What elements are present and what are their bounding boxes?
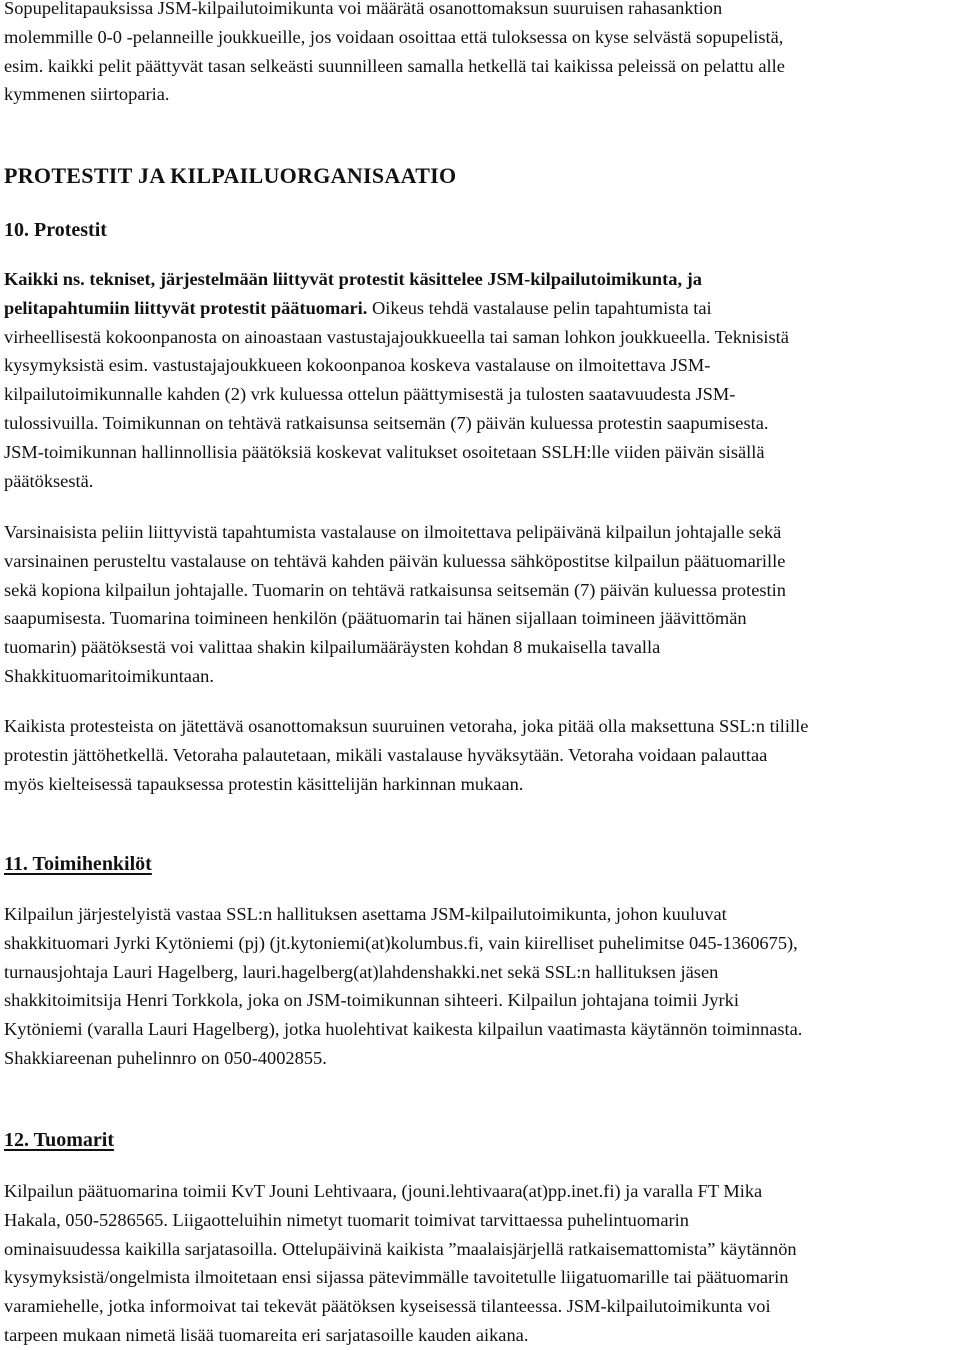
text-line: Varsinaisista peliin liittyvistä tapahtumista vastalause on ilmoitettava pelipäivänä kilpailun johtajalle sekä	[4, 522, 782, 542]
text-line: Kaikki ns. tekniset, järjestelmään liittyvät protestit käsittelee JSM-kilpailutoimikunta, ja	[4, 269, 702, 289]
bold-text: pelitapahtumiin liittyvät protestit päätuomari.	[4, 297, 368, 318]
text-line	[4, 294, 956, 323]
text-line: Hakala, 050-5286565. Liigaotteluihin nimetyt tuomarit toimivat tarvittaessa puhelintuomarin	[4, 1209, 689, 1230]
text-line: saapumisesta. Tuomarina toimineen henkilön (päätuomarin tai hänen sijallaan toimineen jäävittömän	[4, 608, 747, 629]
text-line: tulossivuilla. Toimikunnan on tehtävä ratkaisunsa seitsemän (7) päivän kuluessa protestin saapumisesta.	[4, 412, 769, 433]
text-line: myös kielteisessä tapauksessa protestin käsittelijän harkinnan mukaan.	[4, 773, 524, 794]
text-line: tuomarin) päätöksestä voi valittaa shakin kilpailumääräysten kohdan 8 mukaisella tavalla	[4, 637, 661, 658]
text-line: päätöksestä.	[4, 470, 94, 491]
text-line: varsinainen perusteltu vastalause on tehtävä kahden päivän kuluessa sähköpostitse kilpailun päätuomarille	[4, 550, 786, 571]
text-line: Sopupelitapauksissa JSM-kilpailutoimikunta voi määrätä osanottomaksun suuruisen rahasanktion	[4, 0, 723, 18]
subheading-12-tuomarit: 12. Tuomarit	[4, 1129, 115, 1151]
intro-paragraph	[4, 0, 956, 109]
text-line: JSM-toimikunnan hallinnollisia päätöksiä koskevat valitukset osoitetaan SSLH:lle viiden päivän sisällä	[4, 441, 765, 462]
subheading-10-protestit: 10. Protestit	[4, 219, 107, 241]
text-line: esim. kaikki pelit päättyvät tasan selkeästi suunnilleen samalla hetkellä tai kaikissa peleissä on pelattu alle	[4, 55, 785, 76]
text-line: Kilpailun järjestelyistä vastaa SSL:n hallituksen asettama JSM-kilpailutoimikunta, johon kuuluvat	[4, 904, 727, 924]
text-line: Shakkiareenan puhelinnro on 050-4002855.	[4, 1047, 327, 1068]
text-line: Shakkituomaritoimikuntaan.	[4, 665, 214, 686]
text-line: shakkituomari Jyrki Kytöniemi (pj) (jt.kytoniemi(at)kolumbus.fi, vain kiirelliset puhelimitse 045-1360675),	[4, 932, 798, 953]
text-run: Oikeus tehdä vastalause pelin tapahtumista tai	[367, 297, 712, 318]
text-line: varamiehelle, jotka informoivat tai tekevät päätöksen kyseisessä tilanteessa. JSM-kilpailutoimikunta voi	[4, 1296, 771, 1317]
text-line: kilpailutoimikunnalle kahden (2) vrk kuluessa ottelun päättymisestä ja tulosten saatavuudesta JSM-	[4, 384, 736, 405]
text-line: sekä kopiona kilpailun johtajalle. Tuomarin on tehtävä ratkaisunsa seitsemän (7) päivän kuluessa protestin	[4, 579, 786, 600]
text-line: tarpeen mukaan nimetä lisää tuomareita eri sarjatasoille kauden aikana.	[4, 1324, 529, 1345]
text-line: virheellisestä kokoonpanosta on ainoastaan vastustajajoukkueella tai saman lohkon joukkueella. Teknisistä	[4, 326, 789, 347]
text-line: turnausjohtaja Lauri Hagelberg, lauri.hagelberg(at)lahdenshakki.net sekä SSL:n hallituksen jäsen	[4, 961, 719, 982]
text-line: Kilpailun päätuomarina toimii KvT Jouni Lehtivaara, (jouni.lehtivaara(at)pp.inet.fi) ja varalla FT Mika	[4, 1181, 763, 1201]
text-line: Kaikista protesteista on jätettävä osanottomaksun suuruinen vetoraha, joka pitää olla maksettuna SSL:n tilille	[4, 716, 809, 736]
subheading-11-toimihenkilot: 11. Toimihenkilöt	[4, 853, 152, 875]
text-line: Kytöniemi (varalla Lauri Hagelberg), jotka huolehtivat kaikesta kilpailun vaatimasta käytännön toiminnasta.	[4, 1019, 803, 1040]
text-line: protestin jättöhetkellä. Vetoraha palautetaan, mikäli vastalause hyväksytään. Vetoraha voidaan palauttaa	[4, 744, 768, 765]
protestit-paragraph-1	[4, 265, 956, 495]
protestit-paragraph-3	[4, 712, 956, 798]
protestit-paragraph-2	[4, 518, 956, 691]
text-line: molemmille 0-0 -pelanneille joukkueille, jos voidaan osoittaa että tuloksessa on kyse selvästä sopupelistä,	[4, 26, 784, 47]
toimihenkilot-paragraph	[4, 900, 956, 1073]
tuomarit-paragraph	[4, 1177, 956, 1350]
text-line: shakkitoimitsija Henri Torkkola, joka on JSM-toimikunnan sihteeri. Kilpailun johtajana toimii Jyrki	[4, 990, 739, 1011]
text-line: ominaisuudessa kaikilla sarjatasoilla. Ottelupäivinä kaikista ”maalaisjärjellä ratkaisemattomista” käytännön	[4, 1238, 797, 1259]
text-line: kysymyksistä/ongelmista ilmoitetaan ensi sijassa pätevimmälle tavoitetulle liigatuomarille tai päätuomarin	[4, 1267, 789, 1288]
text-line: kysymyksistä esim. vastustajajoukkueen kokoonpanoa koskeva vastalause on ilmoitettava JSM-	[4, 355, 711, 376]
text-line: kymmenen siirtoparia.	[4, 84, 170, 105]
section-heading-protestit: PROTESTIT JA KILPAILUORGANISAATIO	[4, 163, 457, 188]
